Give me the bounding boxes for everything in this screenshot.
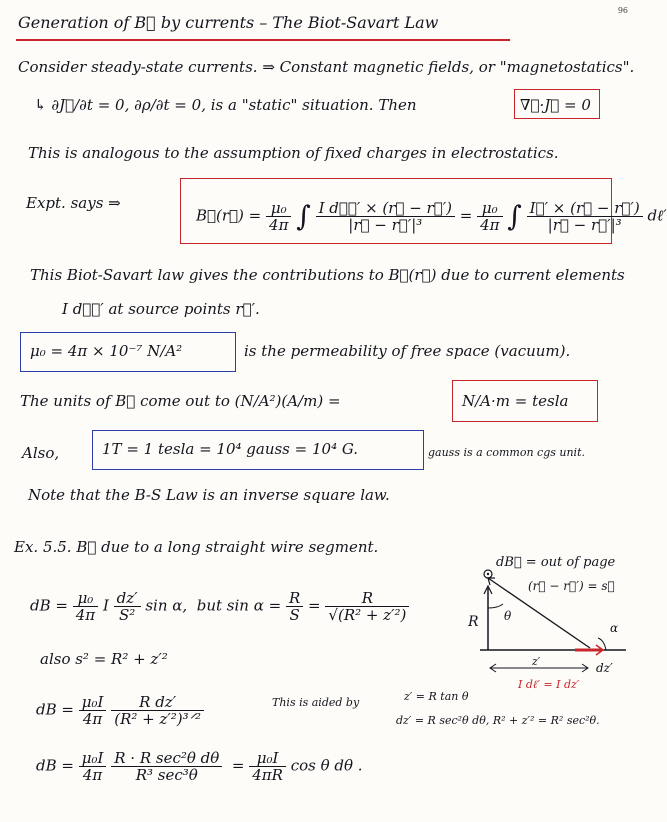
db1-sin: sin α,	[145, 596, 188, 615]
note-line-1: Consider steady-state currents. ⇒ Constant magnetic fields, or "magnetostatics".	[18, 58, 635, 76]
bs-fraction-2: $\frac{I⃗' \times (r⃗ - r⃗')}{\text{|r⃗ − r⃗′|³}}$	[527, 200, 643, 233]
note-line-6: I dℓ⃗′ at source points r⃗′.	[62, 300, 260, 318]
note-line-8: The units of B⃗ come out to (N/A²)(A/m) =	[20, 392, 341, 410]
tesla-units: N/A·m = tesla	[462, 392, 569, 410]
bs-lhs: B⃗(r⃗) =	[196, 206, 262, 225]
db3-equals: =	[231, 756, 245, 775]
sin-frac-2: $\frac{R}{\text{√(R² + z′²)}}$	[325, 590, 409, 623]
bs-coef-1: $\frac{\text{μ₀}}{4\pi}$	[266, 200, 291, 233]
rr-label: (r⃗ − r⃗′) = s⃗	[528, 579, 615, 593]
tesla-gauss: 1T = 1 tesla = 10⁴ gauss = 10⁴ G.	[102, 440, 359, 458]
expt-says: Expt. says ⇒	[26, 194, 121, 212]
integral-sign-2: ∫	[507, 199, 522, 233]
gauss-note: gauss is a common cgs unit.	[428, 446, 585, 459]
db3-result: cos θ dθ .	[290, 756, 363, 775]
div-j-box	[514, 89, 600, 119]
aided-by: This is aided by	[272, 696, 360, 709]
bs-dl: dℓ′	[647, 206, 667, 225]
s-squared: also s² = R² + z′²	[40, 650, 168, 668]
db1-current: I	[102, 596, 109, 615]
r-label: R	[468, 614, 479, 630]
db1-fraction: $\frac{dz'}{\text{S²}}$	[114, 590, 141, 623]
title-underline	[16, 39, 510, 41]
db-equation-3	[36, 750, 363, 783]
bs-coef-2: $\frac{\text{μ₀}}{4\pi}$	[477, 200, 502, 233]
db-lhs-1: dB =	[30, 596, 68, 615]
theta-arc	[488, 604, 503, 608]
note-line-3: This is analogous to the assumption of fixed charges in electrostatics.	[28, 144, 559, 162]
idl-label: I dℓ′ = I dz′	[518, 678, 580, 691]
note-line-2: ↳ ∂J⃗/∂t = 0, ∂ρ/∂t = 0, is a "static" situation. Then	[34, 96, 417, 114]
db2-coef: $\frac{\text{μ₀I}}{4\pi}$	[79, 694, 107, 727]
sin-alpha-def: but sin α =	[196, 596, 282, 615]
substitution-1: z′ = R tan θ	[404, 690, 469, 703]
z-label: z′	[532, 655, 541, 668]
note-line-5: This Biot-Savart law gives the contributions to B⃗(r⃗) due to current elements	[30, 266, 625, 284]
db1-coef: $\frac{\text{μ₀}}{4\pi}$	[73, 590, 98, 623]
note-line-7: is the permeability of free space (vacuum).	[244, 342, 571, 360]
also-label: Also,	[22, 444, 60, 462]
db3-coef-2: $\frac{\text{μ₀I}}{4\pi R}$	[249, 750, 286, 783]
wire-diagram	[440, 548, 630, 688]
theta-label: θ	[504, 609, 512, 623]
note-line-10: Note that the B-S Law is an inverse square law.	[28, 486, 390, 504]
bs-fraction-1: $\frac{\text{I dℓ⃗′ × (r⃗ − r⃗′)}}{\text{|r⃗ − r⃗′|³}}$	[316, 200, 455, 233]
db3-coef: $\frac{\text{μ₀I}}{4\pi}$	[79, 750, 107, 783]
mu0-value: μ₀ = 4π × 10⁻⁷ N/A²	[30, 342, 183, 360]
page-number: 96	[617, 6, 628, 15]
substitution-2: dz′ = R sec²θ dθ, R² + z′² = R² sec²θ.	[396, 714, 600, 727]
point-dot-icon	[487, 573, 489, 575]
db-lhs-2: dB =	[36, 700, 74, 719]
db-equation-2	[36, 694, 204, 727]
integral-sign-1: ∫	[296, 199, 311, 233]
dz-label: dz′	[596, 661, 613, 675]
sin-frac-1: $\frac{R}{S}$	[286, 590, 303, 623]
db-equation-1	[30, 590, 409, 623]
page-title: Generation of B⃗ by currents – The Biot-Savart Law	[18, 13, 439, 32]
db-lhs-3: dB =	[36, 756, 74, 775]
db2-fraction: $\frac{\text{R dz′}}{\text{(R² + z′²)³ᐟ²}}$	[111, 694, 204, 727]
biot-savart-equation	[196, 200, 667, 233]
db3-fraction: $\frac{\text{R · R sec²θ dθ}}{\text{R³ sec³θ}}$	[111, 750, 222, 783]
div-j-zero: ∇⃗·J⃗ = 0	[520, 96, 591, 114]
example-heading: Ex. 5.5. B⃗ due to a long straight wire segment.	[14, 538, 379, 556]
alpha-label: α	[610, 621, 619, 635]
sin-equals: =	[308, 596, 321, 615]
bs-equals: =	[459, 206, 473, 225]
db-label: dB⃗ = out of page	[496, 555, 616, 570]
